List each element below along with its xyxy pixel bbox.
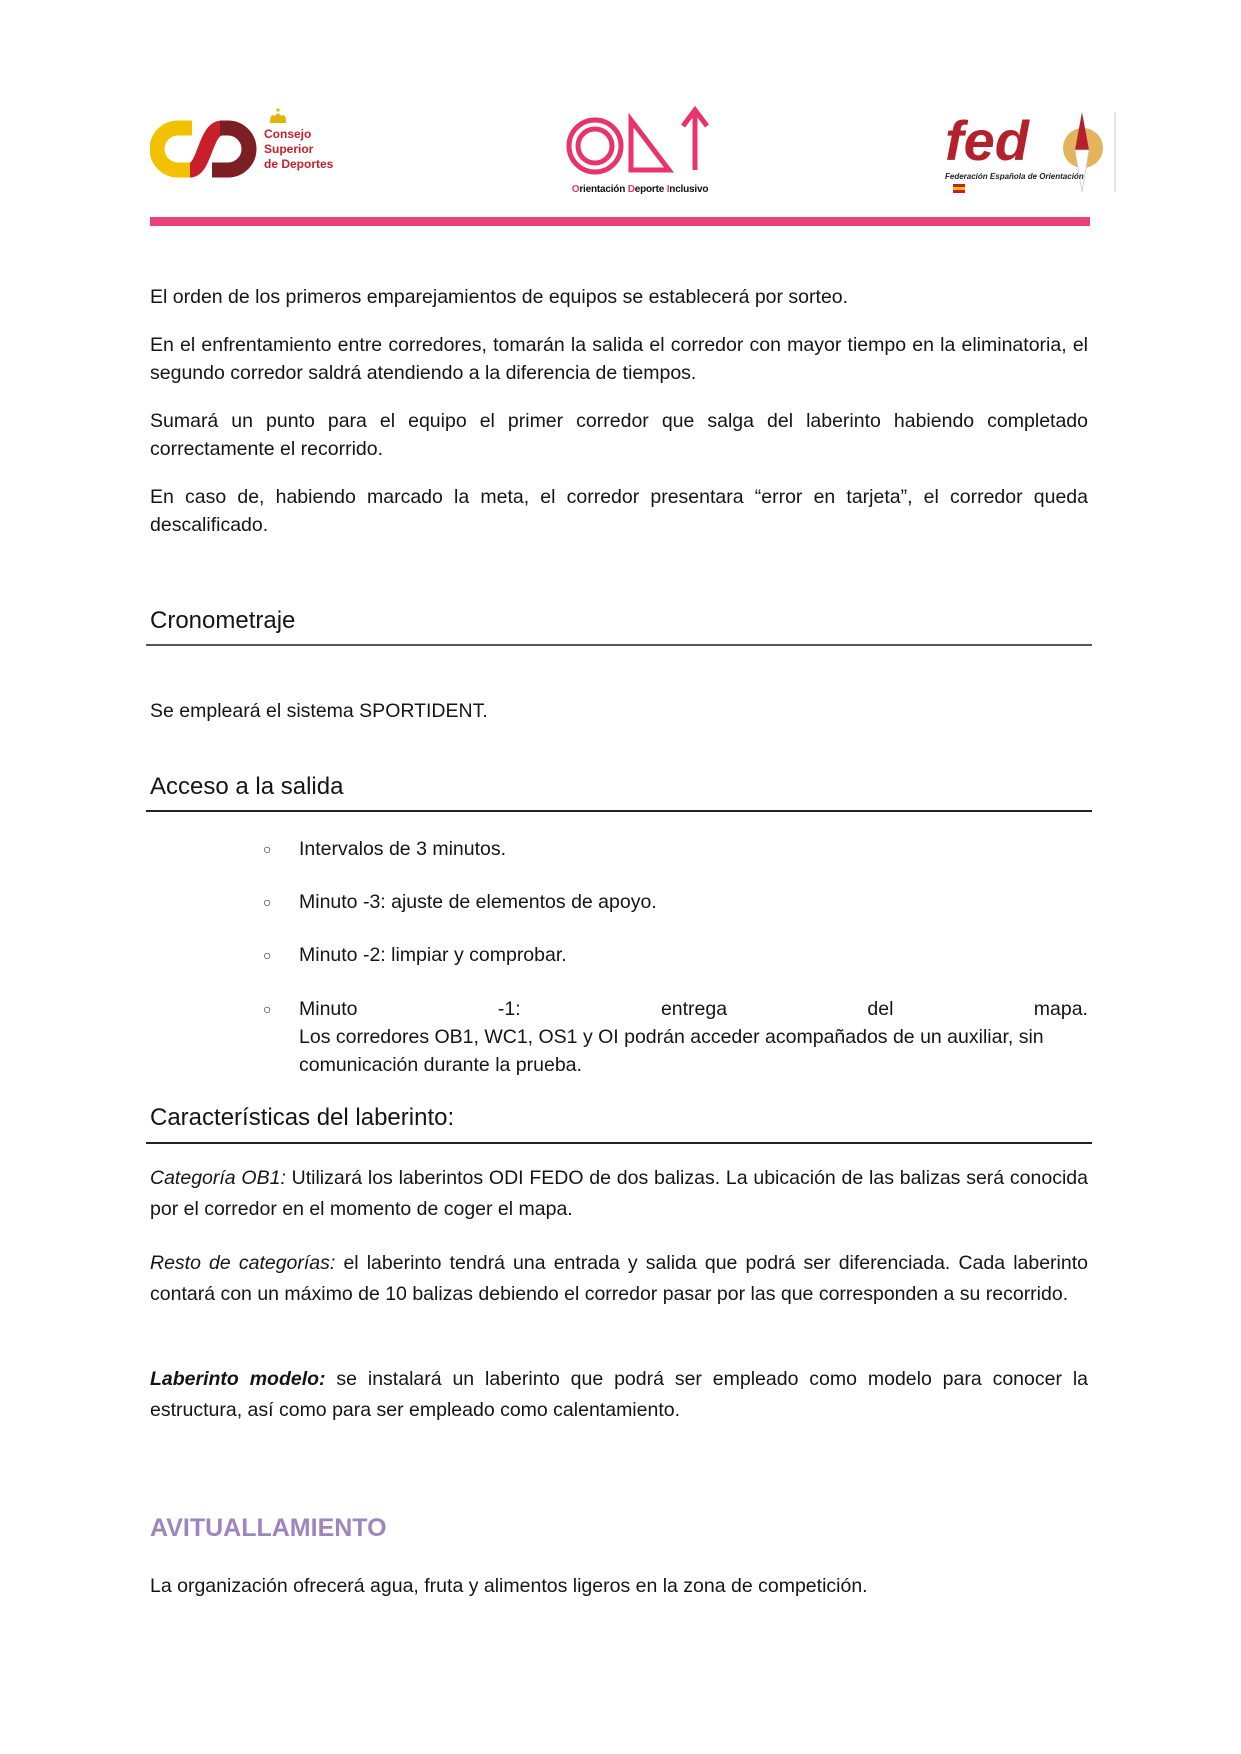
cronometraje-text: Se empleará el sistema SPORTIDENT. xyxy=(150,700,488,722)
fedo-wordmark: fed xyxy=(945,110,1029,172)
section-heading-avituallamiento: AVITUALLAMIENTO xyxy=(150,1514,387,1542)
fedo-logo xyxy=(945,110,1125,200)
section-heading-cronometraje: Cronometraje xyxy=(150,607,296,634)
list-item xyxy=(299,995,1088,1079)
caracteristicas-modelo: Laberinto modelo: se instalará un laberinto que podrá ser empleado como modelo para conocer la estructura, así como para ser empleado como calentamiento. xyxy=(150,1368,1088,1421)
modelo-label: Laberinto modelo: xyxy=(150,1368,326,1390)
csd-logo xyxy=(150,108,360,188)
resto-label: Resto de categorías: xyxy=(150,1252,336,1274)
csd-line-2: Superior xyxy=(264,142,314,156)
csd-wordmark xyxy=(264,127,333,172)
csd-logo-mark xyxy=(150,114,262,184)
section-heading-caracteristicas: Características del laberinto: xyxy=(150,1104,455,1131)
section-divider xyxy=(146,644,1092,646)
bullet-circle-icon: ○ xyxy=(263,1001,272,1017)
ob1-label: Categoría OB1: xyxy=(150,1167,286,1189)
section-divider xyxy=(146,1142,1092,1144)
odi-tagline: Orientación Deporte Inclusivo xyxy=(571,184,709,195)
intro-paragraph-2: En el enfrentamiento entre corredores, tomarán la salida el corredor con mayor tiempo en la eliminatoria, el segundo corredor saldrá atendiendo a la diferencia de tiempos. xyxy=(150,334,1088,384)
fedo-logo-mark xyxy=(945,110,1125,200)
bullet-circle-icon: ○ xyxy=(263,947,272,963)
section-heading-acceso: Acceso a la salida xyxy=(150,773,344,800)
avituallamiento-text: La organización ofrecerá agua, fruta y alimentos ligeros en la zona de competición. xyxy=(150,1575,868,1597)
crown-icon xyxy=(268,108,288,124)
intro-paragraph-4: En caso de, habiendo marcado la meta, el corredor presentara “error en tarjeta”, el corredor queda descalificado. xyxy=(150,486,1088,536)
csd-line-1: Consejo xyxy=(264,127,312,141)
intro-paragraph-3: Sumará un punto para el equipo el primer corredor que salga del laberinto habiendo completado correctamente el recorrido. xyxy=(150,410,1088,460)
fedo-subtitle: Federación Española de Orientación xyxy=(945,172,1084,181)
csd-line-3: de Deportes xyxy=(264,157,334,171)
intro-paragraph-1: El orden de los primeros emparejamientos de equipos se establecerá por sorteo. xyxy=(150,286,849,308)
odi-logo-mark xyxy=(565,106,715,178)
bullet-circle-icon: ○ xyxy=(263,894,272,910)
header-accent-bar xyxy=(150,217,1090,226)
caracteristicas-resto: Resto de categorías: el laberinto tendrá una entrada y salida que podrá ser diferenciada. Cada laberinto contará con un máximo de 10 balizas debiendo el corredor pasar por las que corresponden a su recorrido. xyxy=(150,1252,1088,1305)
list-item: Minuto -3: ajuste de elementos de apoyo. xyxy=(299,891,657,913)
section-divider xyxy=(146,810,1092,812)
list-item: Intervalos de 3 minutos. xyxy=(299,838,507,860)
list-item: Minuto -2: limpiar y comprobar. xyxy=(299,944,567,966)
list-item-continuation: Los corredores OB1, WC1, OS1 y OI podrán acceder acompañados de un auxiliar, sin comunicación durante la prueba. xyxy=(299,1026,1044,1076)
list-item-first-line: Minuto -1: entrega del mapa. xyxy=(299,998,1088,1020)
odi-logo xyxy=(565,106,715,202)
bullet-circle-icon: ○ xyxy=(263,841,272,857)
caracteristicas-ob1: Categoría OB1: Utilizará los laberintos ODI FEDO de dos balizas. La ubicación de las balizas será conocida por el corredor en el momento de coger el mapa. xyxy=(150,1167,1088,1220)
